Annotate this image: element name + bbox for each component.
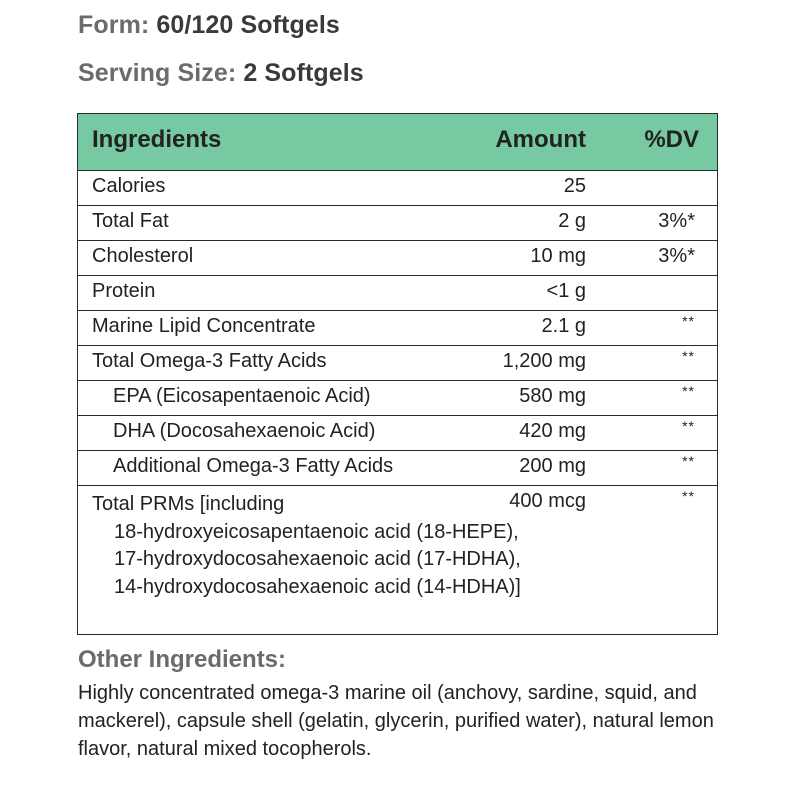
ingredient-amount: 580 mg [519,385,586,407]
table-row [78,241,717,276]
ingredient-dv: ** [682,418,695,434]
ingredient-amount: 2.1 g [541,315,586,337]
table-row [78,206,717,241]
table-row [78,171,717,206]
prm-dv: ** [682,488,695,504]
serving-size-value: 2 Softgels [243,59,364,87]
form-line [78,11,340,40]
table-row [78,311,717,346]
header-ingredients: Ingredients [92,126,222,153]
ingredient-name: Calories [92,175,166,197]
ingredient-name: Additional Omega-3 Fatty Acids [113,455,394,477]
form-label: Form: [78,11,150,39]
prm-name-details: 18-hydroxyeicosapentaenoic acid (18-HEPE), 17-hydroxydocosahexaenoic acid (17-HDHA), 14-hydroxydocosahexaenoic acid (14-HDHA)] [114,520,521,598]
table-row [78,416,717,451]
ingredient-amount: 10 mg [530,245,586,267]
ingredient-name: Marine Lipid Concentrate [92,315,316,337]
table-header [78,114,717,171]
prm-amount: 400 mcg [509,490,586,512]
serving-size-label: Serving Size: [78,59,237,87]
form-value: 60/120 Softgels [156,11,340,39]
ingredient-dv: 3%* [658,245,695,267]
other-ingredients-title: Other Ingredients: [78,646,287,673]
ingredient-dv: ** [682,383,695,399]
table-row [78,381,717,416]
ingredient-dv: ** [682,313,695,329]
ingredient-amount: 420 mg [519,420,586,442]
ingredient-dv: ** [682,453,695,469]
header-amount: Amount [495,126,586,153]
ingredient-amount: 25 [563,175,586,197]
table-row [78,346,717,381]
ingredient-name: DHA (Docosahexaenoic Acid) [113,420,376,442]
ingredient-name: Total Fat [92,210,169,232]
table-row [78,451,717,486]
ingredient-name: Cholesterol [92,245,194,267]
table-row-total-prms [78,486,717,634]
serving-size-line [78,59,364,88]
table-row [78,276,717,311]
prm-name [92,491,552,601]
prm-name-first-line: Total PRMs [including [92,493,285,515]
ingredient-amount: 1,200 mg [502,350,586,372]
ingredient-name: Total Omega-3 Fatty Acids [92,350,327,372]
ingredient-dv: ** [682,348,695,364]
ingredient-name: EPA (Eicosapentaenoic Acid) [113,385,371,407]
ingredient-name: Protein [92,280,156,302]
header-dv: %DV [644,126,699,153]
other-ingredients-text: Highly concentrated omega-3 marine oil (anchovy, sardine, squid, and mackerel), capsule shell (gelatin, glycerin, purified water), natural lemon flavor, natural mixed tocopherols. [78,682,714,760]
ingredient-amount: 2 g [558,210,586,232]
supplement-facts-table [77,113,718,635]
ingredient-dv: 3%* [658,210,695,232]
ingredient-amount: 200 mg [519,455,586,477]
ingredient-amount: <1 g [546,280,586,302]
